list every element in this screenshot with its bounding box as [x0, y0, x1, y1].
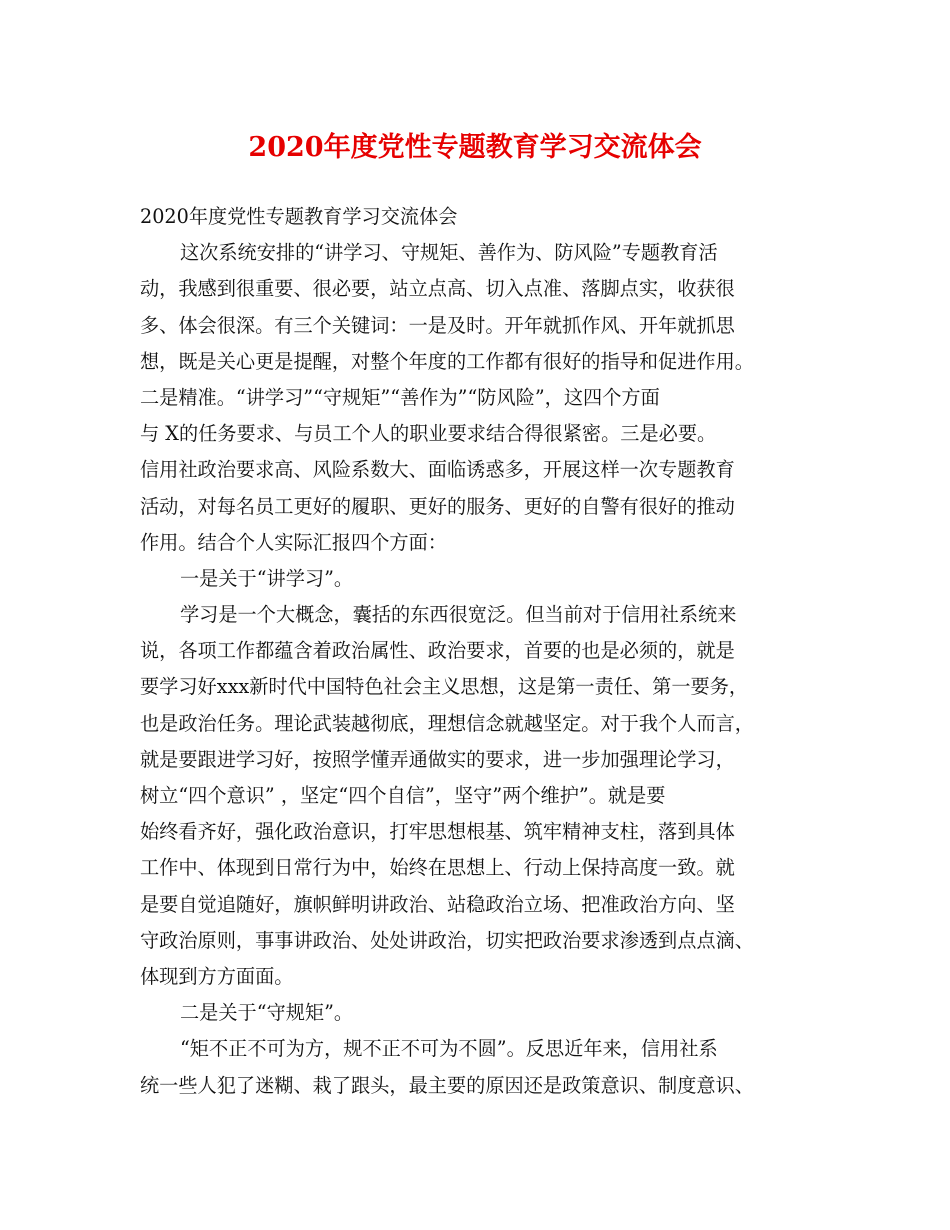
- paragraph-line: 守政治原则，事事讲政治、处处讲政治，切实把政治要求渗透到点点滴、: [140, 928, 754, 952]
- paragraph-line: 这次系统安排的“讲学习、守规矩、善作为、防风险”专题教育活: [180, 241, 718, 265]
- paragraph-line: 就是要跟进学习好，按照学懂弄通做实的要求，进一步加强理论学习，: [140, 747, 735, 771]
- subtitle-line: 2020年度党性专题教育学习交流体会: [140, 205, 458, 228]
- paragraph-line: 体现到方方面面。: [140, 964, 294, 988]
- paragraph-line: 信用社政治要求高、风险系数大、面临诱惑多，开展这样一次专题教育: [140, 458, 735, 482]
- paragraph-line: 始终看齐好，强化政治意识，打牢思想根基、筑牢精神支柱，落到具体: [140, 820, 735, 844]
- paragraph-line: 工作中、体现到日常行为中，始终在思想上、行动上保持高度一致。就: [140, 856, 735, 880]
- paragraph-line: 学习是一个大概念，囊括的东西很宽泛。但当前对于信用社系统来: [180, 603, 737, 627]
- paragraph-line: 动，我感到很重要、很必要，站立点高、切入点准、落脚点实，收获很: [140, 277, 735, 301]
- document-title: 2020年度党性专题教育学习交流体会: [248, 132, 702, 163]
- paragraph-line: 是要自觉追随好，旗帜鲜明讲政治、站稳政治立场、把准政治方向、坚: [140, 892, 735, 916]
- document-body: [140, 199, 830, 1104]
- paragraph-line: 二是精准。“讲学习”“守规矩”“善作为”“防风险”，这四个方面: [140, 385, 660, 409]
- section-heading-line: 二是关于“守规矩”。: [180, 1001, 354, 1025]
- paragraph-line: 树立“四个意识” ，坚定“四个自信”，坚守”两个维护”。就是要: [140, 784, 666, 807]
- paragraph-line: 想，既是关心更是提醒，对整个年度的工作都有很好的指导和促进作用。: [140, 349, 754, 373]
- paragraph-line: 统一些人犯了迷糊、栽了跟头，最主要的原因还是政策意识、制度意识、: [140, 1073, 754, 1097]
- paragraph-line: 要学习好xxx新时代中国特色社会主义思想，这是第一责任、第一要务，: [140, 675, 749, 699]
- paragraph-line: 多、体会很深。有三个关键词：一是及时。开年就抓作风、开年就抓思: [140, 313, 735, 337]
- paragraph-line: 说，各项工作都蕴含着政治属性、政治要求，首要的也是必须的，就是: [140, 639, 735, 663]
- paragraph-line: “矩不正不可为方，规不正不可为不圆”。反思近年来，信用社系: [180, 1037, 718, 1061]
- paragraph-line: 也是政治任务。理论武装越彻底，理想信念就越坚定。对于我个人而言，: [140, 711, 754, 735]
- section-heading-line: 一是关于“讲学习”。: [180, 566, 354, 590]
- paragraph-line: 与 X的任务要求、与员工个人的职业要求结合得很紧密。三是必要。: [140, 422, 717, 446]
- paragraph-line: 活动，对每名员工更好的履职、更好的服务、更好的自警有很好的推动: [140, 494, 735, 518]
- paragraph-line: 作用。结合个人实际汇报四个方面：: [140, 530, 447, 554]
